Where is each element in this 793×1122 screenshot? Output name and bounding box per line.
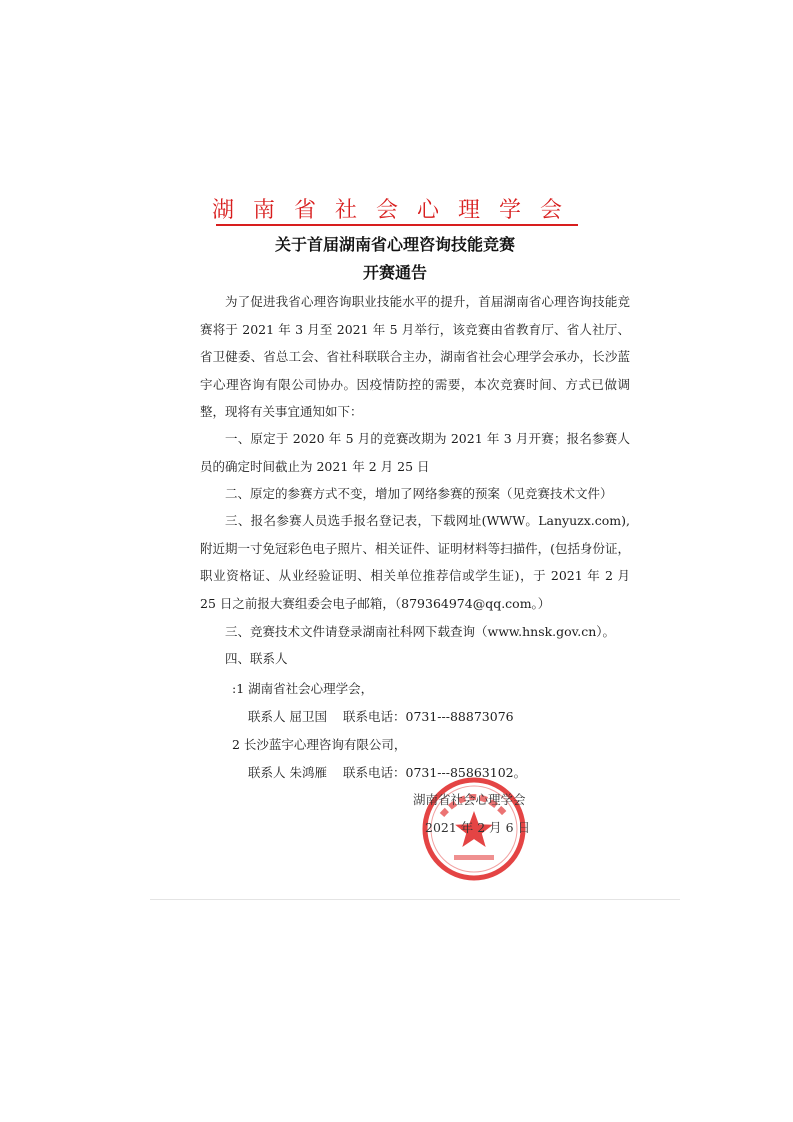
contact-person-1: 联系人 屈卫国: [248, 709, 327, 724]
item-1-paragraph: 一、原定于 2020 年 5 月的竞赛改期为 2021 年 3 月开赛；报名参赛人员的确定时间截止为 2021 年 2 月 25 日: [200, 431, 630, 474]
contact-person-2: 联系人 朱鸿雁: [248, 765, 327, 780]
item-2-paragraph: 二、原定的参赛方式不变，增加了网络参赛的预案（见竞赛技术文件）: [225, 486, 613, 501]
contact-phone-2: 联系电话：0731---85863102。: [343, 765, 527, 780]
item-3-paragraph: 三、报名参赛人员选手报名登记表，下载网址(WWW。Lanyuzx.com),附近期一寸免冠彩色电子照片、相关证件、证明材料等扫描件，(包括身份证，职业资格证、从业经验证明、相关单位推荐信或学生证)，于 2021 年 2 月 25 日之前报大赛组委会电子邮箱，（879364974@qq.com。）: [200, 513, 630, 611]
item-4-paragraph: 三、竞赛技术文件请登录湖南社科网下载查询（www.hnsk.gov.cn）。: [225, 624, 616, 639]
letterhead-red-rule: [216, 224, 578, 226]
intro-paragraph: 为了促进我省心理咨询职业技能水平的提升，首届湖南省心理咨询技能竞赛将于 2021 年 3 月至 2021 年 5 月举行，该竞赛由省教育厅、省人社厅、省卫健委、省总工会、省社科联联合主办，湖南省社会心理学会承办，长沙蓝宇心理咨询有限公司协办。因疫情防控的需要，本次竞赛时间、方式已做调整，现将有关事宜通知如下：: [200, 294, 630, 419]
org-letterhead: 湖 南 省 社 会 心 理 学 会: [212, 198, 568, 223]
document-title: 关于首届湖南省心理咨询技能竞赛: [274, 235, 515, 254]
contact-org-2: 2 长沙蓝宇心理咨询有限公司，: [232, 737, 407, 752]
contact-phone-1: 联系电话：0731---88873076: [343, 709, 514, 724]
signature-org: 湖南省社会心理学会: [413, 792, 526, 807]
page-bottom-edge: [150, 899, 680, 900]
contact-org-1: :1 湖南省社会心理学会，: [232, 681, 374, 696]
signature-date: 2021 年 2 月 6 日: [425, 820, 531, 835]
item-5-heading: 四、联系人: [225, 651, 288, 666]
document-subtitle: 开赛通告: [362, 263, 427, 282]
